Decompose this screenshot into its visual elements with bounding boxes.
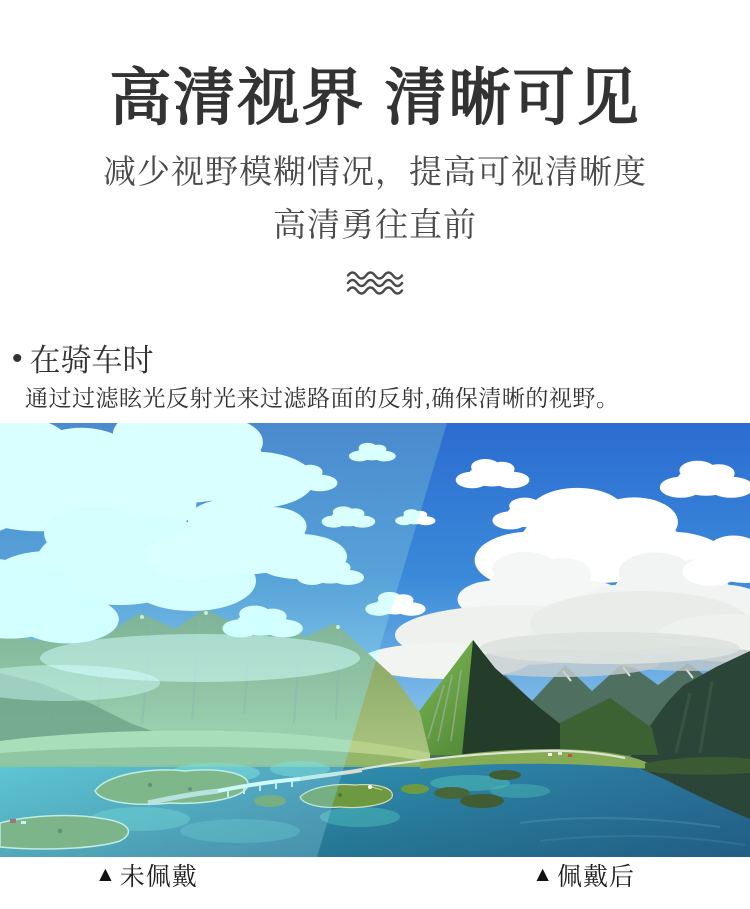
waves-icon — [0, 271, 750, 295]
triangle-marker: ▲ — [95, 863, 117, 886]
landscape-scene — [0, 423, 750, 857]
caption-row — [0, 857, 750, 909]
caption-before-label: 未佩戴 — [119, 863, 198, 891]
caption-after-label: 佩戴后 — [556, 863, 635, 891]
bullet-dot: • — [12, 341, 23, 375]
caption-before — [95, 857, 198, 893]
page-title: 高清视界 清晰可见 — [109, 64, 641, 133]
triangle-marker: ▲ — [532, 863, 554, 886]
tagline-line: 高清勇往直前 — [273, 206, 477, 244]
comparison-photo — [0, 423, 750, 857]
feature-block — [0, 341, 750, 412]
feature-description: 通过过滤眩光反射光来过滤路面的反射,确保清晰的视野。 — [25, 385, 620, 412]
subtitle-line: 减少视野模糊情况，提高可视清晰度 — [103, 153, 647, 191]
caption-after — [532, 857, 635, 893]
feature-title: 在骑车时 — [29, 343, 154, 379]
